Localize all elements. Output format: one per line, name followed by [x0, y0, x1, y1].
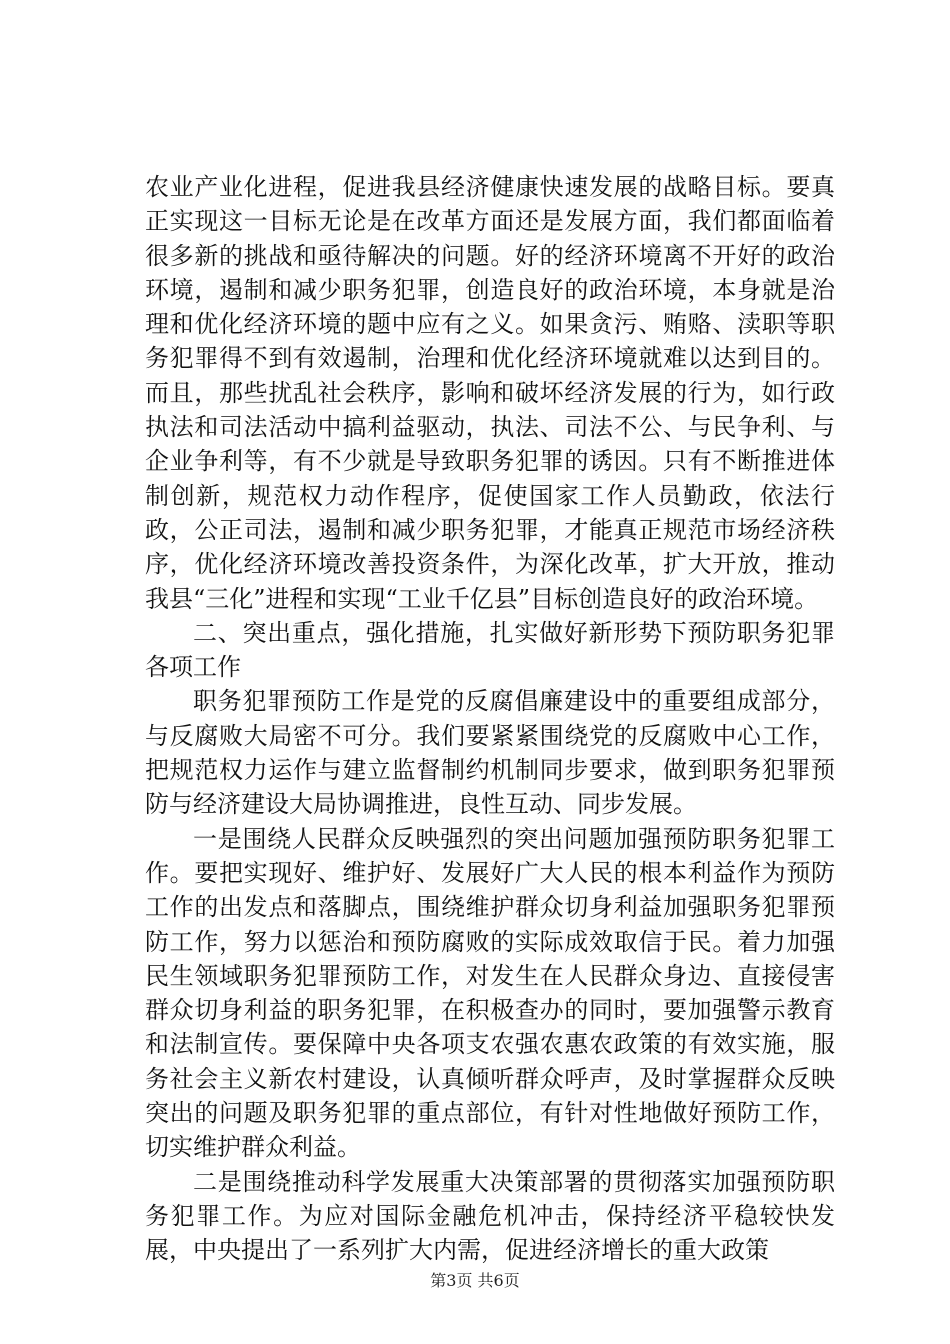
- paragraph: 职务犯罪预防工作是党的反腐倡廉建设中的重要组成部分，与反腐败大局密不可分。我们要紧紧围绕党的反腐败中心工作，把规范权力运作与建立监督制约机制同步要求，做到职务犯罪预防与经济建设大局协调推进，良性互动、同步发展。: [145, 687, 835, 819]
- paragraph-continuation: 农业产业化进程，促进我县经济健康快速发展的战略目标。要真正实现这一目标无论是在改革方面还是发展方面，我们都面临着很多新的挑战和亟待解决的问题。好的经济环境离不开好的政治环境，遏制和减少职务犯罪，创造良好的政治环境，本身就是治理和优化经济环境的题中应有之义。如果贪污、贿赂、渎职等职务犯罪得不到有效遏制，治理和优化经济环境就难以达到目的。而且，那些扰乱社会秩序，影响和破坏经济发展的行为，如行政执法和司法活动中搞利益驱动，执法、司法不公、与民争利、与企业争利等，有不少就是导致职务犯罪的诱因。只有不断推进体制创新，规范权力动作程序，促使国家工作人员勤政，依法行政，公正司法，遏制和减少职务犯罪，才能真正规范市场经济秩序，优化经济环境改善投资条件，为深化改革，扩大开放，推动我县“三化”进程和实现“工业千亿县”目标创造良好的政治环境。: [145, 173, 835, 613]
- page-footer: 第3页 共6页: [430, 1271, 520, 1290]
- paragraph: 一是围绕人民群众反映强烈的突出问题加强预防职务犯罪工作。要把实现好、维护好、发展好广大人民的根本利益作为预防工作的出发点和落脚点，围绕维护群众切身利益加强职务犯罪预防工作，努力以惩治和预防腐败的实际成效取信于民。着力加强民生领域职务犯罪预防工作，对发生在人民群众身边、直接侵害群众切身利益的职务犯罪，在积极查办的同时，要加强警示教育和法制宣传。要保障中央各项支农强农惠农政策的有效实施，服务社会主义新农村建设，认真倾听群众呼声，及时掌握群众反映突出的问题及职务犯罪的重点部位，有针对性地做好预防工作，切实维护群众利益。: [145, 824, 835, 1162]
- paragraph: 二是围绕推动科学发展重大决策部署的贯彻落实加强预防职务犯罪工作。为应对国际金融危机冲击，保持经济平稳较快发展，中央提出了一系列扩大内需，促进经济增长的重大政策: [145, 1167, 835, 1265]
- document-body: [145, 170, 835, 1268]
- section-heading: 二、突出重点，强化措施，扎实做好新形势下预防职务犯罪各项工作: [145, 618, 835, 682]
